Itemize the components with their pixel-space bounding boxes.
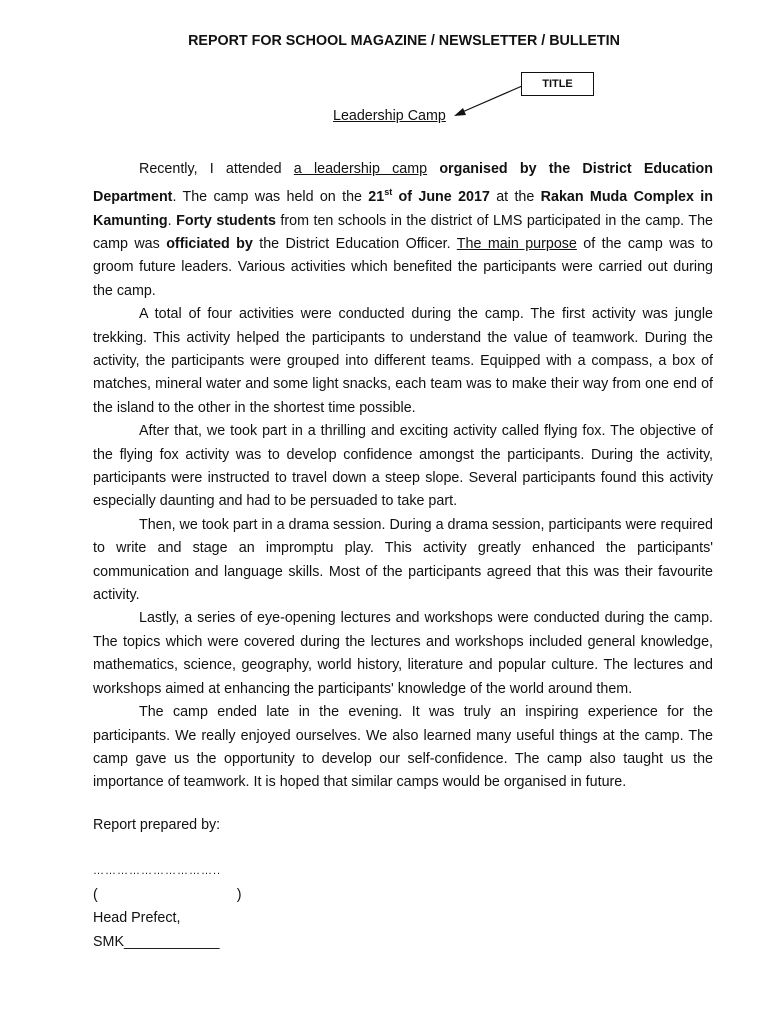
signature-school: SMK____________ — [93, 933, 220, 950]
prepared-by-label: Report prepared by: — [93, 817, 221, 833]
paragraph-5: Lastly, a series of eye-opening lectures and workshops were conducted during the camp. The topics which were covered during the lectures and workshops included general knowledge, mathematics, science, geography, world history, literature and popular culture. The lectures and workshops aimed at enhancing the participants' knowledge of the world around them. — [93, 610, 713, 697]
paragraph-3: After that, we took part in a thrilling and exciting activity called flying fox. The objective of the flying fox activity was to develop confidence amongst the participants. During the activity, participants were instructed to travel down a steep slope. Several participants found this activity especially daunting and had to be persuaded to take part. — [93, 423, 713, 510]
signature-position: Head Prefect, — [93, 910, 181, 927]
paragraph-1: Recently, I attended a leadership camp organised by the District Education Department. The camp was held on the 21st of June 2017 at the Rakan Muda Complex in Kamunting. Forty students from ten schools in the district of LMS participated in the camp. The camp was officiated by the District Education Officer. The main purpose of the camp was to groom future leaders. Various activities which benefited the participants were carried out during the camp. — [93, 161, 714, 299]
document-heading: REPORT FOR SCHOOL MAGAZINE / NEWSLETTER / BULLETIN — [188, 33, 620, 49]
report-body — [93, 158, 713, 795]
report-title: Leadership Camp — [333, 108, 446, 124]
signature-dots: ………………………….. — [93, 865, 222, 878]
signature-name-line: ( ) — [93, 886, 242, 903]
paragraph-2: A total of four activities were conducted during the camp. The first activity was jungle trekking. This activity helped the participants to understand the value of teamwork. During the activity, the participants were grouped into different teams. Equipped with a compass, a box of matches, mineral water and some light snacks, each team was to make their way from one end of the island to the other in the shortest time possible. — [93, 306, 713, 416]
paragraph-6: The camp ended late in the evening. It was truly an inspiring experience for the participants. We really enjoyed ourselves. We also learned many useful things at the camp. The camp gave us the opportunity to develop our self-confidence. The camp also taught us the importance of teamwork. It is hoped that similar camps would be organised in future. — [93, 704, 713, 791]
title-arrow-icon — [450, 84, 525, 119]
signature-block — [93, 814, 242, 954]
paragraph-4: Then, we took part in a drama session. During a drama session, participants were required to write and stage an impromptu play. This activity greatly enhanced the participants' communication and language skills. Most of the participants agreed that this was their favourite activity. — [93, 516, 713, 604]
title-label-box: TITLE — [521, 72, 594, 96]
